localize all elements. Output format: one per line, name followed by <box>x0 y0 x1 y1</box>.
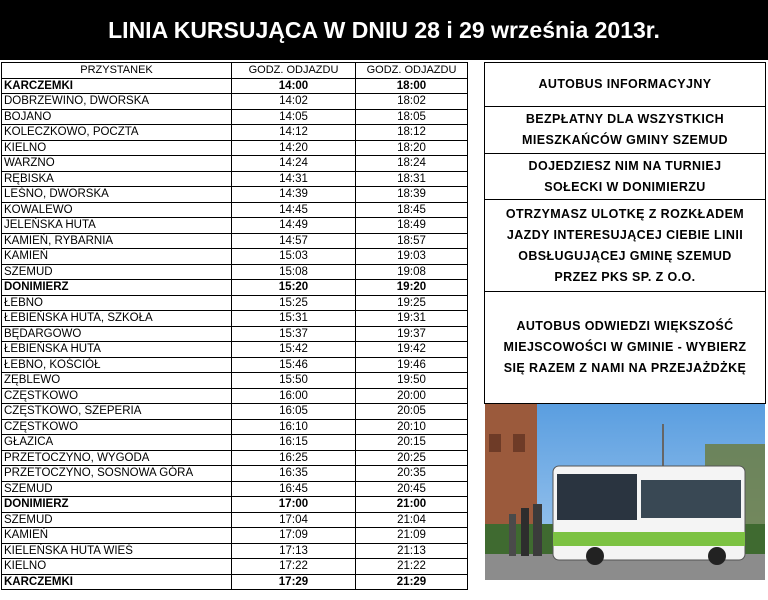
departure-time-1: 15:20 <box>232 280 356 296</box>
table-row <box>2 233 468 249</box>
stop-name: KOLECZKOWO, POCZTA <box>2 125 232 141</box>
departure-time-1: 17:09 <box>232 528 356 544</box>
table-row <box>2 574 468 590</box>
stop-name: PRZETOCZYNO, SOSNOWA GÓRA <box>2 466 232 482</box>
table-row <box>2 140 468 156</box>
table-row <box>2 373 468 389</box>
schedule-table <box>1 62 468 590</box>
stop-name: ŁEBIEŃSKA HUTA, SZKOŁA <box>2 311 232 327</box>
departure-time-1: 15:31 <box>232 311 356 327</box>
departure-time-1: 15:42 <box>232 342 356 358</box>
info-text-3: DOJEDZIESZ NIM NA TURNIEJ SOŁECKI W DONIMIERZU <box>528 158 722 194</box>
table-row <box>2 280 468 296</box>
departure-time-2: 20:35 <box>356 466 468 482</box>
departure-time-2: 19:25 <box>356 295 468 311</box>
stop-name: KOWALEWO <box>2 202 232 218</box>
departure-time-2: 18:57 <box>356 233 468 249</box>
stop-name: JELEŃSKA HUTA <box>2 218 232 234</box>
departure-time-2: 21:09 <box>356 528 468 544</box>
table-row <box>2 528 468 544</box>
table-row <box>2 218 468 234</box>
departure-time-2: 18:49 <box>356 218 468 234</box>
page-title-bar <box>0 0 768 60</box>
departure-time-2: 18:24 <box>356 156 468 172</box>
departure-time-2: 18:00 <box>356 78 468 94</box>
table-row <box>2 388 468 404</box>
table-row <box>2 466 468 482</box>
table-row <box>2 125 468 141</box>
table-header-row <box>2 63 468 79</box>
departure-time-2: 19:08 <box>356 264 468 280</box>
departure-time-1: 14:31 <box>232 171 356 187</box>
table-row <box>2 109 468 125</box>
departure-time-2: 21:13 <box>356 543 468 559</box>
table-row <box>2 342 468 358</box>
departure-time-1: 17:22 <box>232 559 356 575</box>
departure-time-1: 17:04 <box>232 512 356 528</box>
departure-time-1: 16:35 <box>232 466 356 482</box>
stop-name: SZEMUD <box>2 481 232 497</box>
departure-time-2: 19:37 <box>356 326 468 342</box>
table-row <box>2 404 468 420</box>
table-row <box>2 481 468 497</box>
table-row <box>2 419 468 435</box>
stop-name: PRZETOCZYNO, WYGODA <box>2 450 232 466</box>
stop-name: WARZNO <box>2 156 232 172</box>
departure-time-2: 18:05 <box>356 109 468 125</box>
departure-time-2: 21:04 <box>356 512 468 528</box>
stop-name: KIELEŃSKA HUTA WIEŚ <box>2 543 232 559</box>
departure-time-1: 15:46 <box>232 357 356 373</box>
departure-time-1: 14:02 <box>232 94 356 110</box>
table-row <box>2 249 468 265</box>
departure-time-1: 16:05 <box>232 404 356 420</box>
departure-time-1: 14:24 <box>232 156 356 172</box>
departure-time-1: 14:39 <box>232 187 356 203</box>
departure-time-2: 21:00 <box>356 497 468 513</box>
info-box-tournament <box>484 153 766 200</box>
bus-photo <box>485 404 765 584</box>
stop-name: CZĘSTKOWO <box>2 388 232 404</box>
stop-name: RĘBISKA <box>2 171 232 187</box>
stop-name: KARCZEMKI <box>2 78 232 94</box>
table-row <box>2 450 468 466</box>
departure-time-2: 18:12 <box>356 125 468 141</box>
table-row <box>2 264 468 280</box>
departure-time-2: 18:31 <box>356 171 468 187</box>
table-row <box>2 171 468 187</box>
table-row <box>2 156 468 172</box>
stop-name: SZEMUD <box>2 512 232 528</box>
stop-name: KAMIEŃ, RYBARNIA <box>2 233 232 249</box>
departure-time-1: 16:25 <box>232 450 356 466</box>
departure-time-2: 19:46 <box>356 357 468 373</box>
stop-name: DONIMIERZ <box>2 497 232 513</box>
departure-time-1: 15:03 <box>232 249 356 265</box>
stop-name: KIELNO <box>2 140 232 156</box>
info-box-free <box>484 106 766 154</box>
table-row <box>2 326 468 342</box>
table-row <box>2 543 468 559</box>
table-row <box>2 311 468 327</box>
info-text-2: BEZPŁATNY DLA WSZYSTKICH MIESZKAŃCÓW GMINY SZEMUD <box>522 112 728 147</box>
stop-name: KAMIEŃ <box>2 528 232 544</box>
departure-time-2: 18:02 <box>356 94 468 110</box>
departure-time-1: 16:00 <box>232 388 356 404</box>
departure-time-2: 20:25 <box>356 450 468 466</box>
stop-name: BOJANO <box>2 109 232 125</box>
departure-time-1: 15:50 <box>232 373 356 389</box>
departure-time-1: 14:05 <box>232 109 356 125</box>
departure-time-1: 16:10 <box>232 419 356 435</box>
departure-time-1: 15:25 <box>232 295 356 311</box>
stop-name: GŁAZICA <box>2 435 232 451</box>
table-row <box>2 78 468 94</box>
header-departure-2: GODZ. ODJAZDU <box>356 63 468 79</box>
table-row <box>2 187 468 203</box>
departure-time-1: 15:37 <box>232 326 356 342</box>
departure-time-1: 16:45 <box>232 481 356 497</box>
table-row <box>2 295 468 311</box>
info-text-4: OTRZYMASZ ULOTKĘ Z ROZKŁADEM JAZDY INTERESUJĄCEJ CIEBIE LINII OBSŁUGUJĄCEJ GMINĘ SZEMUD PRZEZ PKS SP. Z O.O. <box>505 206 745 284</box>
stop-name: SZEMUD <box>2 264 232 280</box>
stop-name: DONIMIERZ <box>2 280 232 296</box>
departure-time-1: 14:57 <box>232 233 356 249</box>
departure-time-2: 20:10 <box>356 419 468 435</box>
departure-time-1: 17:29 <box>232 574 356 590</box>
departure-time-2: 21:29 <box>356 574 468 590</box>
departure-time-1: 14:12 <box>232 125 356 141</box>
stop-name: ŁEBNO <box>2 295 232 311</box>
stop-name: LEŚNO, DWORSKA <box>2 187 232 203</box>
table-row <box>2 94 468 110</box>
info-box-leaflet <box>484 199 766 292</box>
departure-time-2: 20:05 <box>356 404 468 420</box>
table-row <box>2 435 468 451</box>
stop-name: CZĘSTKOWO, SZEPERIA <box>2 404 232 420</box>
departure-time-2: 20:15 <box>356 435 468 451</box>
table-row <box>2 512 468 528</box>
departure-time-2: 19:20 <box>356 280 468 296</box>
departure-time-2: 19:42 <box>356 342 468 358</box>
departure-time-2: 20:45 <box>356 481 468 497</box>
departure-time-2: 19:03 <box>356 249 468 265</box>
header-stop: PRZYSTANEK <box>2 63 232 79</box>
departure-time-2: 20:00 <box>356 388 468 404</box>
departure-time-2: 18:39 <box>356 187 468 203</box>
departure-time-2: 18:45 <box>356 202 468 218</box>
departure-time-1: 14:00 <box>232 78 356 94</box>
departure-time-1: 14:45 <box>232 202 356 218</box>
stop-name: KAMIEŃ <box>2 249 232 265</box>
stop-name: KARCZEMKI <box>2 574 232 590</box>
page-title: LINIA KURSUJĄCA W DNIU 28 i 29 września 2013r. <box>108 16 660 43</box>
info-text-5: AUTOBUS ODWIEDZI WIĘKSZOŚĆ MIEJSCOWOŚCI W GMINIE - WYBIERZ SIĘ RAZEM Z NAMI NA PRZEJAŻDŻKĘ <box>503 319 747 375</box>
table-row <box>2 559 468 575</box>
stop-name: BĘDARGOWO <box>2 326 232 342</box>
bus-icon <box>553 466 745 565</box>
departure-time-2: 18:20 <box>356 140 468 156</box>
departure-time-1: 17:00 <box>232 497 356 513</box>
stop-name: KIELNO <box>2 559 232 575</box>
departure-time-1: 14:49 <box>232 218 356 234</box>
stop-name: DOBRZEWINO, DWORSKA <box>2 94 232 110</box>
table-row <box>2 497 468 513</box>
departure-time-1: 16:15 <box>232 435 356 451</box>
departure-time-2: 19:31 <box>356 311 468 327</box>
stop-name: ŁEBNO, KOŚCIÓŁ <box>2 357 232 373</box>
departure-time-2: 19:50 <box>356 373 468 389</box>
stop-name: ŁEBIEŃSKA HUTA <box>2 342 232 358</box>
info-box-visit <box>484 291 766 404</box>
info-text-1: AUTOBUS INFORMACYJNY <box>538 77 712 91</box>
table-row <box>2 202 468 218</box>
departure-time-1: 14:20 <box>232 140 356 156</box>
info-box-informational-bus <box>484 62 766 107</box>
table-row <box>2 357 468 373</box>
departure-time-1: 15:08 <box>232 264 356 280</box>
stop-name: ZĘBLEWO <box>2 373 232 389</box>
departure-time-1: 17:13 <box>232 543 356 559</box>
departure-time-2: 21:22 <box>356 559 468 575</box>
stop-name: CZĘSTKOWO <box>2 419 232 435</box>
header-departure-1: GODZ. ODJAZDU <box>232 63 356 79</box>
